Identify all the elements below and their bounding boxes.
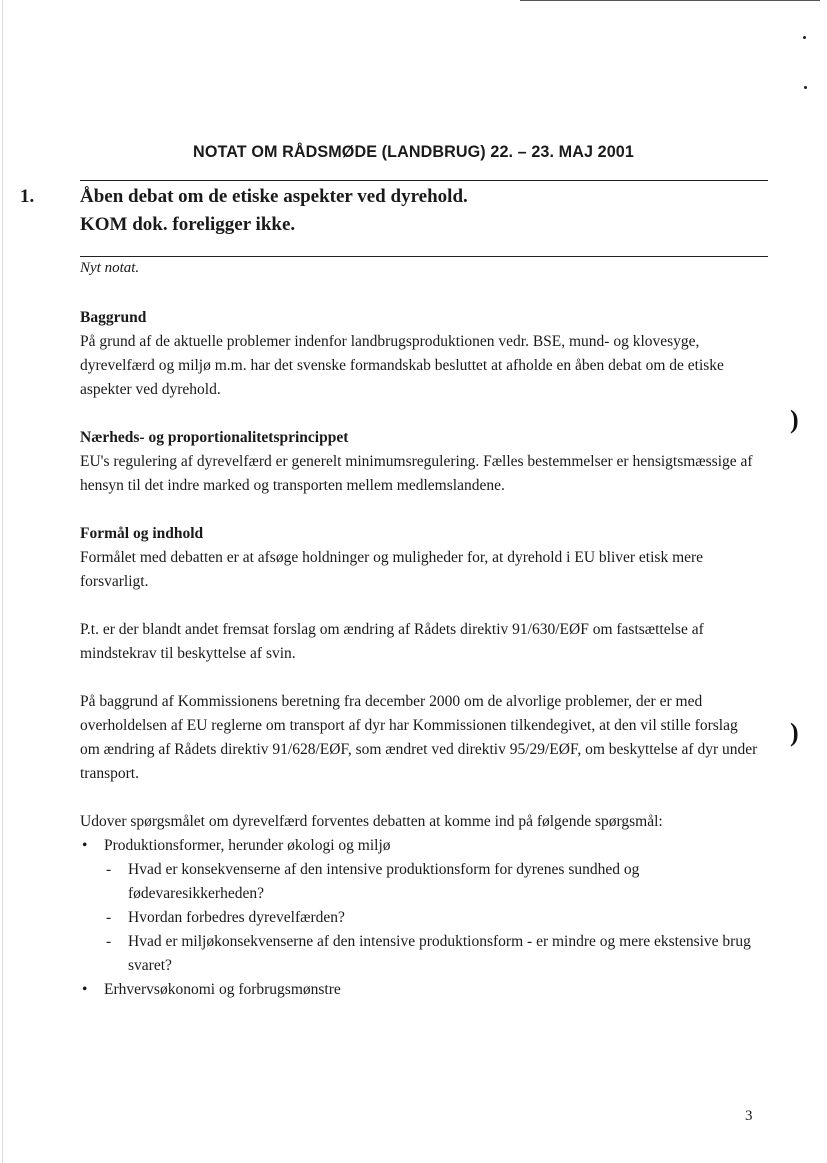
section-title: [80, 183, 468, 239]
paragraph-naerhed: EU's regulering af dyrevelfærd er generelt minimumsregulering. Fælles bestemmelser er hensigtsmæssige af hensyn til det indre marked og transporten mellem medlemslandene.: [80, 453, 753, 494]
note-label: Nyt notat.: [80, 260, 140, 276]
scan-artifact-line: [520, 0, 820, 1]
list-item: [80, 978, 760, 1002]
paragraph-baggrund: På grund af de aktuelle problemer indenfor landbrugsproduktionen vedr. BSE, mund- og klovesyge, dyrevelfærd og miljø m.m. har det svenske formandskab besluttet at afholde en åben debat om de etiske aspekter ved dyrehold.: [80, 333, 724, 398]
list-item-text: Produktionsformer, herunder økologi og miljø: [104, 837, 391, 854]
punch-hole-mark: ): [790, 718, 799, 747]
sub-list-item: - Hvad er miljøkonsekvenserne af den intensive produktionsform - er mindre og mere ekstensive brug svaret?: [104, 930, 760, 978]
punch-hole-mark: ): [790, 405, 799, 434]
divider-bottom: [80, 256, 768, 257]
heading-baggrund: Baggrund: [80, 309, 147, 326]
section-title-line-1: Åben debat om de etiske aspekter ved dyrehold.: [80, 186, 468, 207]
sub-list: [104, 858, 760, 978]
bullet-list: [80, 834, 760, 1002]
paragraph-formaal-2: P.t. er der blandt andet fremsat forslag om ændring af Rådets direktiv 91/630/EØF om fastsættelse af mindstekrav til beskyttelse af svin.: [80, 621, 704, 662]
scan-speck: [804, 86, 807, 89]
page-title: NOTAT OM RÅDSMØDE (LANDBRUG) 22. – 23. MAJ 2001: [193, 142, 634, 161]
paragraph-formaal-3: På baggrund af Kommissionens beretning fra december 2000 om de alvorlige problemer, der er med overholdelsen af EU reglerne om transport af dyr har Kommissionen tilkendegivet, at den vil stille forslag om ændring af Rådets direktiv 91/628/EØF, som ændret ved direktiv 95/29/EØF, om beskyttelse af dyr under transport.: [80, 693, 758, 782]
scan-artifact-edge: [2, 0, 3, 1163]
heading-naerhed: Nærheds- og proportionalitetsprincippet: [80, 429, 349, 446]
paragraph-formaal-4: Udover spørgsmålet om dyrevelfærd forventes debatten at komme ind på følgende spørgsmål:: [80, 813, 663, 830]
sub-list-item: - Hvad er konsekvenserne af den intensive produktionsform for dyrenes sundhed og fødevaresikkerheden?: [104, 858, 760, 906]
document-body: [80, 306, 760, 1002]
heading-formaal: Formål og indhold: [80, 525, 204, 542]
list-item-text: Erhvervsøkonomi og forbrugsmønstre: [104, 981, 341, 998]
sub-list-item: - Hvordan forbedres dyrevelfærden?: [104, 906, 760, 930]
page-number: 3: [745, 1108, 753, 1124]
scan-speck: [803, 36, 806, 39]
section-title-line-2: KOM dok. foreligger ikke.: [80, 214, 296, 235]
paragraph-formaal-1: Formålet med debatten er at afsøge holdninger og muligheder for, at dyrehold i EU bliver etisk mere forsvarligt.: [80, 549, 704, 590]
list-item: [80, 834, 760, 978]
divider-top: [80, 180, 768, 181]
section-number: 1.: [20, 186, 35, 207]
